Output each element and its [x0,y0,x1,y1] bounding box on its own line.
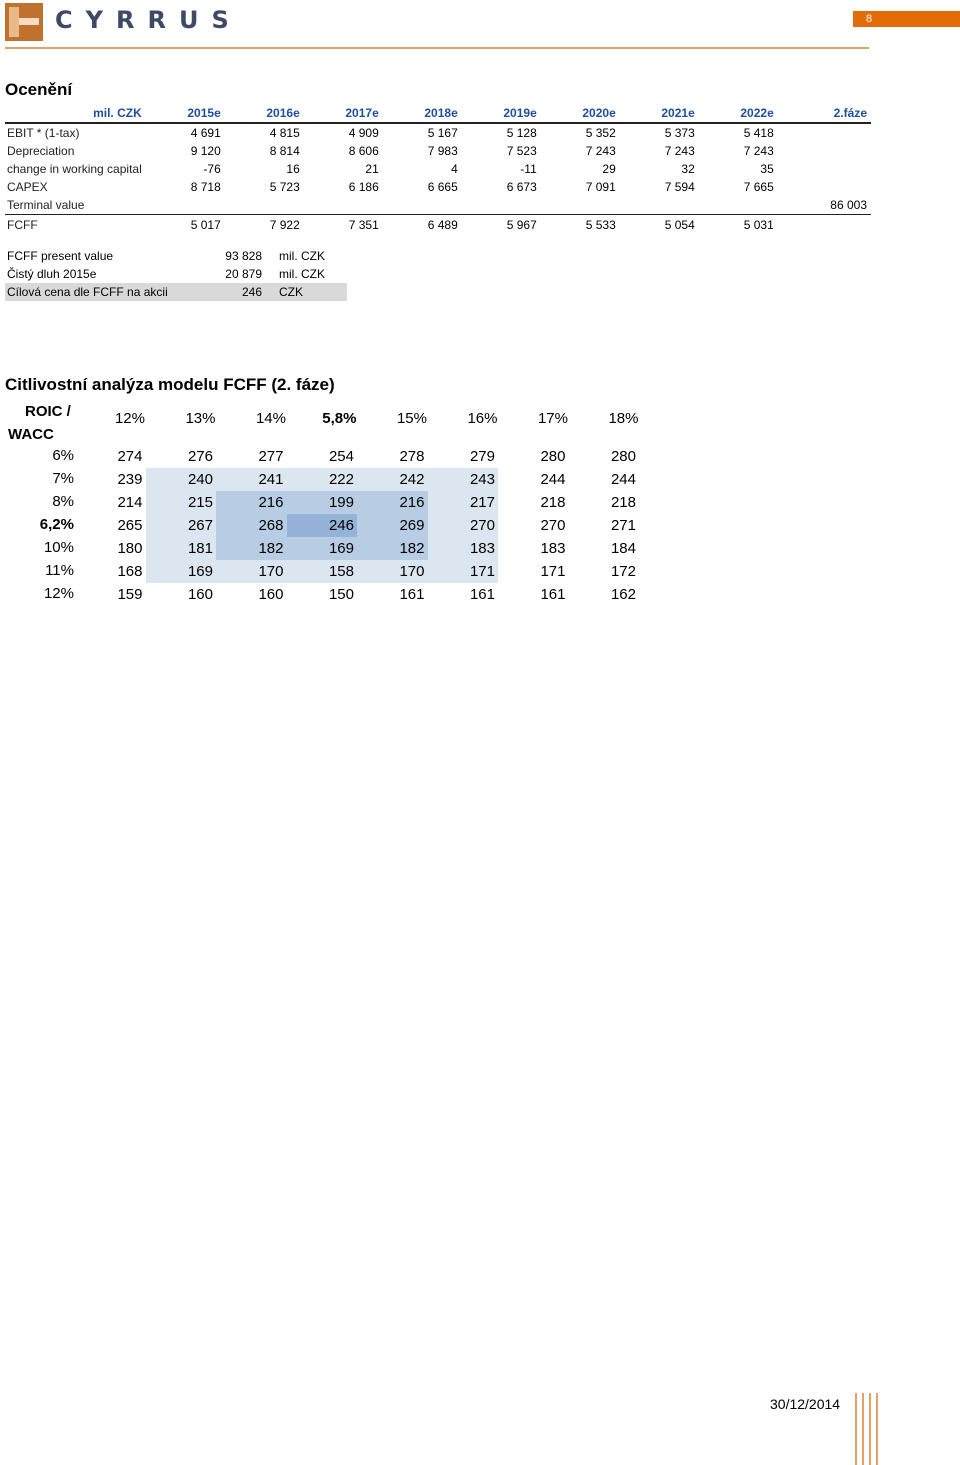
sensitivity-corner-label [8,400,71,446]
sensitivity-cell: 214 [117,494,143,511]
sensitivity-row-label: 7% [52,470,74,487]
cell [699,196,778,215]
sensitivity-cell: 280 [610,448,636,465]
sensitivity-cell: 278 [399,448,425,465]
sensitivity-cell: 161 [469,586,495,603]
sensitivity-cell: 183 [428,537,499,560]
sensitivity-cell: 183 [540,540,566,557]
cell: 7 523 [506,144,537,158]
cell: 5 418 [743,126,774,140]
cell: 7 594 [664,180,695,194]
col-header: 2021e [620,104,699,123]
row-label: change in working capital [7,162,142,176]
row-label: CAPEX [7,180,48,194]
table-row [5,215,871,236]
cell: 7 351 [348,218,379,232]
summary-value: 93 828 [225,249,262,263]
summary-unit: mil. CZK [279,267,325,281]
cell: 29 [602,162,616,176]
cell [778,215,871,236]
sensitivity-cell: 181 [146,537,217,560]
sensitivity-col-header: 5,8% [322,410,357,427]
cell: 5 128 [506,126,537,140]
cell [225,196,304,215]
sensitivity-cell: 172 [610,563,636,580]
cell: 5 054 [664,218,695,232]
cell: 8 718 [190,180,221,194]
sensitivity-cell: 180 [117,540,143,557]
cell: 5 017 [190,218,221,232]
sensitivity-cell: 199 [287,491,358,514]
row-label: FCFF [7,218,38,232]
sensitivity-cell: 241 [216,468,287,491]
col-header: 2016e [225,104,304,123]
sensitivity-cell: 170 [216,560,287,583]
cell [383,196,462,215]
sensitivity-cell: 182 [357,537,428,560]
cell: -76 [203,162,221,176]
col-header: 2020e [541,104,620,123]
sensitivity-col-header: 16% [467,410,498,427]
sensitivity-cell: 244 [540,471,566,488]
corner-line-wacc: WACC [8,426,54,443]
cell: 9 120 [190,144,221,158]
summary-row-target-price [5,283,347,301]
row-label: EBIT * (1-tax) [7,126,80,140]
sensitivity-col-header: 14% [255,410,286,427]
sensitivity-cell: 268 [216,514,287,537]
sensitivity-cell: 243 [428,468,499,491]
sensitivity-cell: 265 [117,517,143,534]
col-header: 2022e [699,104,778,123]
cell: 5 167 [427,126,458,140]
sensitivity-cell: 170 [357,560,428,583]
sensitivity-col-header: 18% [608,410,639,427]
cell: 7 243 [743,144,774,158]
sensitivity-cell: 169 [287,537,358,560]
sensitivity-cell: 271 [610,517,636,534]
cell: -11 [520,162,537,176]
sensitivity-cell: 222 [287,468,358,491]
cell [146,196,225,215]
sensitivity-col-header: 15% [396,410,427,427]
sensitivity-cell: 240 [146,468,217,491]
cell: 7 983 [427,144,458,158]
table-row [5,160,871,178]
sensitivity-cell: 158 [287,560,358,583]
footer-bar [869,1393,871,1465]
col-header: 2019e [462,104,541,123]
table-row [5,123,871,142]
sensitivity-cell: 254 [328,448,354,465]
cell: 7 091 [585,180,616,194]
sensitivity-row-label: 10% [43,539,74,556]
valuation-table [5,104,871,235]
summary-label: FCFF present value [7,249,114,263]
cell: 6 186 [348,180,379,194]
sensitivity-cell: 270 [428,514,499,537]
sensitivity-cell: 244 [610,471,636,488]
sensitivity-cell: 279 [469,448,495,465]
sensitivity-cell: 267 [146,514,217,537]
sensitivity-cell: 242 [357,468,428,491]
footer-bar [855,1393,857,1465]
table-row [5,142,871,160]
col-header: 2.fáze [778,104,871,123]
summary-table [5,247,347,301]
col-header: 2017e [304,104,383,123]
sensitivity-col-header: 17% [537,410,568,427]
sensitivity-cell: 218 [540,494,566,511]
brand-name: CYRRUS [55,6,242,34]
cell: 4 [451,162,458,176]
cell: 6 489 [427,218,458,232]
sensitivity-cell: 276 [187,448,213,465]
sensitivity-cell: 182 [216,537,287,560]
cell: 21 [365,162,379,176]
cell: 35 [760,162,774,176]
sensitivity-cell: 184 [610,540,636,557]
sensitivity-cell: 216 [357,491,428,514]
summary-row [5,265,347,283]
valuation-title: Ocenění [5,80,73,99]
sensitivity-cell: 161 [540,586,566,603]
sensitivity-row-label: 6% [52,447,74,464]
col-header: 2018e [383,104,462,123]
sensitivity-cell: 270 [540,517,566,534]
sensitivity-row-label: 11% [45,562,74,579]
sensitivity-row-label: 6,2% [39,516,74,533]
cell: 86 003 [778,196,871,215]
sensitivity-cell: 150 [328,586,354,603]
cell: 7 243 [585,144,616,158]
sensitivity-cell: 159 [117,586,143,603]
cell [462,196,541,215]
summary-unit: mil. CZK [279,249,325,263]
cell: 6 673 [506,180,537,194]
summary-unit: CZK [279,283,347,301]
valuation-header-row [5,104,871,123]
sensitivity-cell: 215 [146,491,217,514]
cell: 5 031 [743,218,774,232]
sensitivity-col-header: 12% [114,410,145,427]
cell: 4 815 [269,126,300,140]
sensitivity-cell: 269 [357,514,428,537]
sensitivity-cell: 171 [428,560,499,583]
cell [620,196,699,215]
sensitivity-cell: 216 [216,491,287,514]
sensitivity-cell: 160 [187,586,213,603]
sensitivity-cell: 160 [258,586,284,603]
cyrrus-logo-icon [5,3,43,41]
sensitivity-col-header: 13% [185,410,216,427]
unit-label: mil. CZK [5,104,146,123]
cell: 4 909 [348,126,379,140]
table-row [5,196,871,215]
header-divider [5,47,869,49]
cell [304,196,383,215]
sensitivity-cell: 171 [540,563,566,580]
cell: 4 691 [190,126,221,140]
sensitivity-cell: 239 [117,471,143,488]
row-label: Terminal value [5,196,146,215]
report-date: 30/12/2014 [770,1396,841,1412]
summary-label: Cílová cena dle FCFF na akcii [5,283,197,301]
cell: 16 [286,162,300,176]
cell: 6 665 [427,180,458,194]
sensitivity-title: Citlivostní analýza modelu FCFF (2. fáze) [5,375,335,394]
sensitivity-cell: 217 [428,491,499,514]
cell: 5 723 [269,180,300,194]
sensitivity-cell: 169 [146,560,217,583]
sensitivity-cell: 274 [117,448,143,465]
summary-label: Čistý dluh 2015e [7,267,97,281]
cell: 7 665 [743,180,774,194]
cell: 5 533 [585,218,616,232]
sensitivity-cell: 218 [610,494,636,511]
sensitivity-row-label: 8% [52,493,74,510]
cell [778,178,871,196]
row-label: Depreciation [7,144,75,158]
cell: 8 606 [348,144,379,158]
summary-row [5,247,347,265]
corner-line-roic: ROIC / [25,403,71,420]
cell: 7 243 [664,144,695,158]
cell: 8 814 [269,144,300,158]
sensitivity-cell: 162 [610,586,636,603]
footer-bar [876,1393,878,1465]
cell: 5 373 [664,126,695,140]
cell: 7 922 [269,218,300,232]
sensitivity-cell: 280 [540,448,566,465]
page-number: 8 [853,11,960,27]
cell [541,196,620,215]
sensitivity-cell: 168 [117,563,143,580]
summary-value: 246 [197,283,279,301]
sensitivity-cell: 277 [258,448,284,465]
sensitivity-cell: 161 [399,586,425,603]
table-row [5,178,871,196]
cell: 5 352 [585,126,616,140]
cell [778,123,871,142]
cell [778,142,871,160]
cell: 5 967 [506,218,537,232]
sensitivity-row-label: 12% [43,585,74,602]
sensitivity-cell: 246 [287,514,358,537]
footer-bar [862,1393,864,1465]
cell [778,160,871,178]
summary-value: 20 879 [225,267,262,281]
cell: 32 [681,162,695,176]
col-header: 2015e [146,104,225,123]
